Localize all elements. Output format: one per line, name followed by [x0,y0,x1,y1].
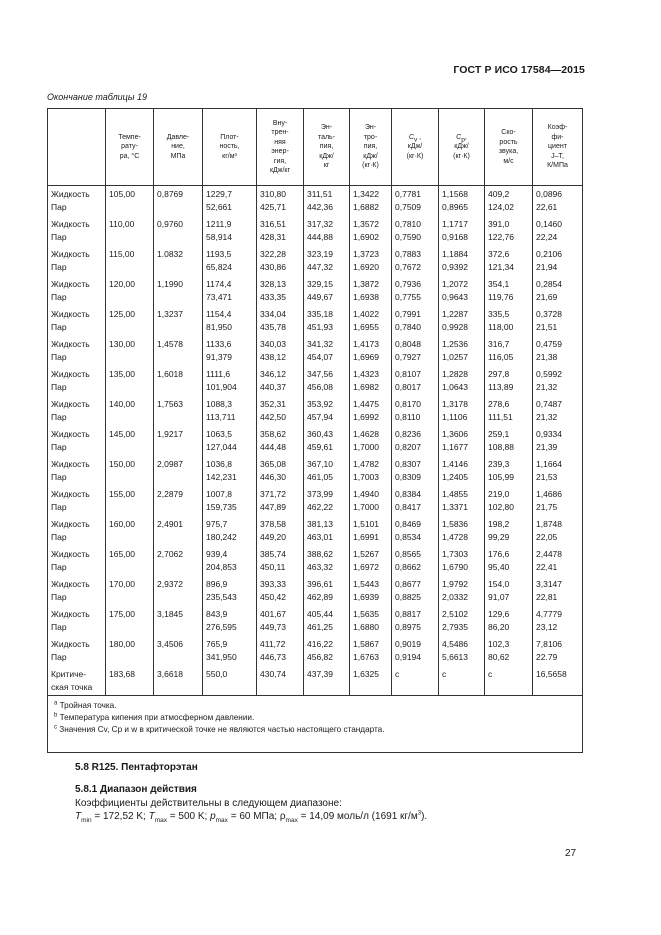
table-cell: Жидкость Пар [48,456,106,486]
table-cell: 843,9 276,595 [203,606,257,636]
table-cell: 1,6018 [154,366,203,396]
table-row [48,486,583,516]
table-cell: 1088,3 113,711 [203,396,257,426]
table-cell: Жидкость Пар [48,606,106,636]
table-cell: 2,5102 2,7935 [439,606,485,636]
table-cell: 388,62 463,32 [304,546,350,576]
table-cell: 346,12 440,37 [257,366,304,396]
critical-point-row [48,666,583,696]
table-cell: 975,7 180,242 [203,516,257,546]
table-cell: с [439,666,485,696]
table-row [48,546,583,576]
table-cell: 0,8048 0,7927 [392,336,439,366]
table-cell: 1,3723 1,6920 [350,246,392,276]
table-cell: 180,00 [106,636,154,666]
table-cell: 401,67 449,73 [257,606,304,636]
table-cell: Жидкость Пар [48,396,106,426]
table-cell: 1,3178 1,1106 [439,396,485,426]
table-cell: 334,04 435,78 [257,306,304,336]
table-cell: 1,5101 1,6991 [350,516,392,546]
table-cell: 2,0987 [154,456,203,486]
table-cell: 4,7779 23,12 [533,606,583,636]
table-cell: 297,8 113,89 [485,366,533,396]
table-cell: 4,5486 5,6613 [439,636,485,666]
table-cell: 430,74 [257,666,304,696]
table-cell: 0,8565 0,8662 [392,546,439,576]
table-cell: 0,3728 21,51 [533,306,583,336]
range-intro: Коэффициенты действительны в следующем диапазоне: [75,798,342,809]
table-row [48,516,583,546]
table-cell: с [485,666,533,696]
table-header-row [48,109,583,186]
table-cell: 0,0896 22,61 [533,186,583,217]
footnote: $^a$ Тройная точка. [54,700,117,710]
table-cell: 1211,9 58,914 [203,216,257,246]
table-cell: 165,00 [106,546,154,576]
table-cell: 354,1 119,76 [485,276,533,306]
table-cell: Жидкость Пар [48,306,106,336]
subsection-heading: 5.8.1 Диапазон действия [75,784,197,795]
table-cell: 145,00 [106,426,154,456]
table-cell: 1,1990 [154,276,203,306]
table-cell: 1154,4 81,950 [203,306,257,336]
table-cell: 0,9019 0,9194 [392,636,439,666]
table-cell: 329,15 449,67 [304,276,350,306]
table-notes-row [48,696,583,753]
table-cell: 1,5867 1,6763 [350,636,392,666]
table-cell: 411,72 446,73 [257,636,304,666]
table-cell: 381,13 463,01 [304,516,350,546]
table-cell: 1,1568 0,8965 [439,186,485,217]
table-cell: 1,7303 1,6790 [439,546,485,576]
table-cell: 1,4940 1,7000 [350,486,392,516]
table-cell: Жидкость Пар [48,276,106,306]
section-heading: 5.8 R125. Пентафторэтан [75,762,198,773]
table-cell: 316,51 428,31 [257,216,304,246]
table-cell: 3,6618 [154,666,203,696]
table-cell: 311,51 442,36 [304,186,350,217]
table-cell: 0,8236 0,8207 [392,426,439,456]
table-cell: 1,2287 0,9928 [439,306,485,336]
table-cell: 198,2 99,29 [485,516,533,546]
table-cell: 0,4759 21,38 [533,336,583,366]
table-cell: 1,4578 [154,336,203,366]
column-header: Коэф- фи- циент J–T, К/МПа [533,109,583,186]
column-header: Ско- рость звука, м/с [485,109,533,186]
table-cell: 437,39 [304,666,350,696]
table-cell: 2,4901 [154,516,203,546]
table-cell: 1,3422 1,6882 [350,186,392,217]
table-row [48,396,583,426]
table-cell: 2,4478 22,41 [533,546,583,576]
table-cell: 1,4686 21,75 [533,486,583,516]
footnote: $^b$ Температура кипения при атмосферном давлении. [54,712,255,722]
footnote: $^c$ Значения Cv, Cp и w в критической точке не являются частью настоящего стандарта. [54,724,385,734]
table-row [48,456,583,486]
table-cell: 1,4173 1,6969 [350,336,392,366]
table-cell: 135,00 [106,366,154,396]
table-cell: 316,7 116,05 [485,336,533,366]
table-row [48,306,583,336]
table-cell: 310,80 425,71 [257,186,304,217]
column-header: Давле- ние, МПа [154,109,203,186]
table-cell: 896,9 235,543 [203,576,257,606]
table-cell: 1,4323 1,6982 [350,366,392,396]
table-cell: 1,4782 1,7003 [350,456,392,486]
table-cell: Жидкость Пар [48,546,106,576]
table-cell: 1036,8 142,231 [203,456,257,486]
table-cell: 328,13 433,35 [257,276,304,306]
table-cell: 352,31 442,50 [257,396,304,426]
table-cell: 396,61 462,89 [304,576,350,606]
table-cell: 1,3872 1,6938 [350,276,392,306]
table-cell: 0,8307 0,8309 [392,456,439,486]
table-cell: Жидкость Пар [48,366,106,396]
table-cell: 2,9372 [154,576,203,606]
table-cell: Жидкость Пар [48,336,106,366]
table-cell: Жидкость Пар [48,516,106,546]
table-row [48,186,583,217]
table-cell: 335,18 451,93 [304,306,350,336]
table-cell: 175,00 [106,606,154,636]
table-cell: 183,68 [106,666,154,696]
table-cell: 360,43 459,61 [304,426,350,456]
table-cell: 1,4475 1,6992 [350,396,392,426]
table-cell: 1193,5 65,824 [203,246,257,276]
table-cell: 1,5443 1,6939 [350,576,392,606]
table-cell: 160,00 [106,516,154,546]
table-cell: 155,00 [106,486,154,516]
table-cell: 110,00 [106,216,154,246]
table-cell: 405,44 461,25 [304,606,350,636]
table-cell: 1,8748 22,05 [533,516,583,546]
table-cell: 129,6 86,20 [485,606,533,636]
table-cell: 416,22 456,82 [304,636,350,666]
table-cell: 0,9334 21,39 [533,426,583,456]
table-footnotes [48,696,583,753]
page-number: 27 [565,848,577,859]
table-cell: 1,1717 0,9168 [439,216,485,246]
table-cell: 371,72 447,89 [257,486,304,516]
table-cell: 0,7810 0,7590 [392,216,439,246]
table-cell: 0,7883 0,7672 [392,246,439,276]
table-cell: 2,7062 [154,546,203,576]
column-header: Вну- трен- няя энер- гия, кДж/кг [257,109,304,186]
table-cell: 140,00 [106,396,154,426]
table-cell: 317,32 444,88 [304,216,350,246]
table-cell: 1,3237 [154,306,203,336]
table-cell: 0,7991 0,7840 [392,306,439,336]
table-cell: 125,00 [106,306,154,336]
table-cell: 150,00 [106,456,154,486]
table-cell: 409,2 124,02 [485,186,533,217]
table-cell: 1,5267 1,6972 [350,546,392,576]
table-cell: 1,5836 1,4728 [439,516,485,546]
table-cell: 1,5635 1,6880 [350,606,392,636]
table-row [48,216,583,246]
table-cell: 323,19 447,32 [304,246,350,276]
table-cell: 358,62 444,48 [257,426,304,456]
table-cell: 239,3 105,99 [485,456,533,486]
table-cell: 154,0 91,07 [485,576,533,606]
table-cell: 335,5 118,00 [485,306,533,336]
table-cell: 385,74 450,11 [257,546,304,576]
table-cell: 1,6325 [350,666,392,696]
table-row [48,276,583,306]
table-cell: 1229,7 52,661 [203,186,257,217]
column-header: Темпе- рату- ра, °С [106,109,154,186]
table-cell: с [392,666,439,696]
column-header [48,109,106,186]
table-cell: 176,6 95,40 [485,546,533,576]
table-cell: 1,9792 2,0332 [439,576,485,606]
table-cell: 1111,6 101,904 [203,366,257,396]
table-cell: 0,9760 [154,216,203,246]
table-cell: 120,00 [106,276,154,306]
table-row [48,246,583,276]
table-cell: 1,7563 [154,396,203,426]
table-cell: 115,00 [106,246,154,276]
table-row [48,366,583,396]
table-body [48,109,583,753]
table-cell: 365,08 446,30 [257,456,304,486]
table-cell: 0,5992 21,32 [533,366,583,396]
table-cell: 105,00 [106,186,154,217]
table-cell: 765,9 341,950 [203,636,257,666]
table-row [48,606,583,636]
table-cell: 0,8817 0,8975 [392,606,439,636]
range-definition: $T_{min} = 172,52$ K; $T_{max} = 500$ K; $p_{max} = 60$ МПа; $\rho_{max} = 14,09$ моль/л (1691 $кг/м^3$). [75,810,428,824]
table-cell: 1007,8 159,735 [203,486,257,516]
table-cell: 219,0 102,80 [485,486,533,516]
table-cell: 0,8384 0,8417 [392,486,439,516]
table-cell: Жидкость Пар [48,636,106,666]
table-cell: 322,28 430,86 [257,246,304,276]
table-cell: 1,4628 1,7000 [350,426,392,456]
table-cell: 0,2854 21,69 [533,276,583,306]
table-row [48,426,583,456]
table-row [48,576,583,606]
table-cell: Критиче- ская точка [48,666,106,696]
table-cell: 340,03 438,12 [257,336,304,366]
table-cell: Жидкость Пар [48,426,106,456]
table-cell: 393,33 450,42 [257,576,304,606]
table-cell: 0,7487 21,32 [533,396,583,426]
table-cell: 170,00 [106,576,154,606]
standard-designation: ГОСТ Р ИСО 17584—2015 [453,64,585,76]
table-cell: 1,4855 1,3371 [439,486,485,516]
table-cell: 259,1 108,88 [485,426,533,456]
table-cell: 1063,5 127,044 [203,426,257,456]
table-cell: 3,3147 22,81 [533,576,583,606]
table-cell: Жидкость Пар [48,216,106,246]
table-cell: 372,6 121,34 [485,246,533,276]
table-cell: 2,2879 [154,486,203,516]
table-cell: 1.0832 [154,246,203,276]
table-cell: 0,8469 0,8534 [392,516,439,546]
table-cell: 0,7936 0,7755 [392,276,439,306]
table-cell: 102,3 80,62 [485,636,533,666]
table-cell: 1,2828 1,0643 [439,366,485,396]
column-header: Эн- таль- пия, кДж/ кг [304,109,350,186]
table-cell: Жидкость Пар [48,186,106,217]
table-cell: 939,4 204,853 [203,546,257,576]
table-cell: 278,6 111,51 [485,396,533,426]
table-continuation-label: Окончание таблицы 19 [47,92,147,102]
table-cell: 373,99 462,22 [304,486,350,516]
table-cell: 1133,6 91,379 [203,336,257,366]
table-cell: 0,8107 0,8017 [392,366,439,396]
table-cell: 3,1845 [154,606,203,636]
table-cell: 341,32 454,07 [304,336,350,366]
table-cell: 7,8106 22.79 [533,636,583,666]
table-cell: 0,1460 22,24 [533,216,583,246]
table-cell: 130,00 [106,336,154,366]
table-cell: 367,10 461,05 [304,456,350,486]
table-cell: 1,4146 1,2405 [439,456,485,486]
table-cell: 0,8677 0,8825 [392,576,439,606]
table-row [48,336,583,366]
table-cell: 550,0 [203,666,257,696]
table-cell: 1,3572 1,6902 [350,216,392,246]
table-cell: 1,2072 0,9643 [439,276,485,306]
column-header: $C_p$, кДж/ (кг·К) [439,109,485,186]
table-row [48,636,583,666]
table-cell: 1174,4 73,471 [203,276,257,306]
table-cell: Жидкость Пар [48,486,106,516]
table-cell: 0,7781 0,7509 [392,186,439,217]
table-cell: 3,4506 [154,636,203,666]
table-cell: 1,1664 21,53 [533,456,583,486]
thermo-table [47,108,583,753]
table-cell: 1,1884 0,9392 [439,246,485,276]
table-cell: Жидкость Пар [48,246,106,276]
table-cell: 16,5658 [533,666,583,696]
column-header: Плот- ность, кг/м³ [203,109,257,186]
column-header: Эн- тро- пия, кДж/ (кг·К) [350,109,392,186]
column-header: $C_v$ , кДж/ (кг·К) [392,109,439,186]
table-cell: 0,8769 [154,186,203,217]
table-cell: Жидкость Пар [48,576,106,606]
table-cell: 0,2106 21,94 [533,246,583,276]
table-cell: 1,2536 1,0257 [439,336,485,366]
table-cell: 1,3606 1,1677 [439,426,485,456]
table-cell: 0,8170 0,8110 [392,396,439,426]
table-cell: 391,0 122,76 [485,216,533,246]
table-cell: 347,56 456,08 [304,366,350,396]
table-cell: 1,4022 1,6955 [350,306,392,336]
table-cell: 1,9217 [154,426,203,456]
table-cell: 353,92 457,94 [304,396,350,426]
table-cell: 378,58 449,20 [257,516,304,546]
